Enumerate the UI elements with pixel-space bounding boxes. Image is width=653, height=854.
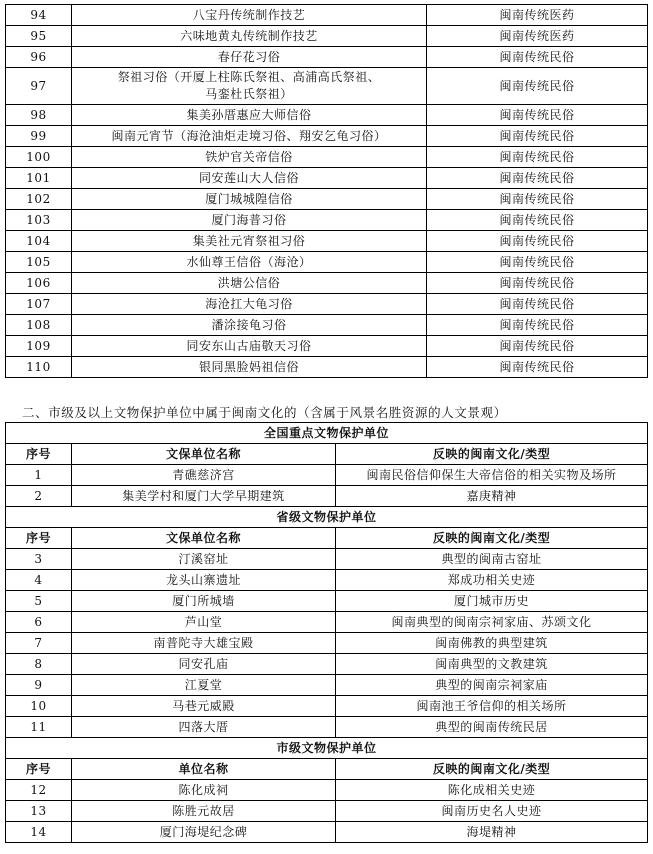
column-header-number: 序号: [6, 759, 72, 780]
column-header-culture: 反映的闽南文化/类型: [336, 444, 648, 465]
unit-culture: 嘉庚精神: [336, 486, 648, 507]
unit-name: 厦门所城墙: [72, 591, 336, 612]
item-name: 银同黑脸妈祖信俗: [72, 357, 427, 378]
row-number: 7: [6, 633, 72, 654]
unit-culture: 陈化成相关史迹: [336, 780, 648, 801]
column-header-name: 文保单位名称: [72, 528, 336, 549]
table-row: [6, 357, 648, 378]
item-name: 闽南元宵节（海沧油炬走境习俗、翔安乞龟习俗）: [72, 126, 427, 147]
item-name: 春仔花习俗: [72, 47, 427, 68]
unit-name: 江夏堂: [72, 675, 336, 696]
table-row: [6, 105, 648, 126]
unit-culture: 海堤精神: [336, 822, 648, 843]
item-category: 闽南传统医药: [427, 26, 648, 47]
row-number: 95: [6, 26, 72, 47]
table-row: [6, 68, 648, 105]
item-category: 闽南传统民俗: [427, 126, 648, 147]
item-category: 闽南传统民俗: [427, 105, 648, 126]
heritage-table: [5, 4, 648, 378]
row-number: 109: [6, 336, 72, 357]
table-row: [6, 780, 648, 801]
table-row: [6, 591, 648, 612]
group-title-municipal: 市级文物保护单位: [6, 738, 648, 759]
row-number: 4: [6, 570, 72, 591]
unit-culture: 典型的闽南宗祠家庙: [336, 675, 648, 696]
row-number: 104: [6, 231, 72, 252]
item-category: 闽南传统民俗: [427, 68, 648, 105]
item-category: 闽南传统民俗: [427, 189, 648, 210]
table-row: [6, 315, 648, 336]
group-title-provincial: 省级文物保护单位: [6, 507, 648, 528]
unit-culture: 闽南典型的闽南宗祠家庙、苏颂文化: [336, 612, 648, 633]
item-category: 闽南传统民俗: [427, 357, 648, 378]
row-number: 1: [6, 465, 72, 486]
unit-name: 南普陀寺大雄宝殿: [72, 633, 336, 654]
table-row: [6, 294, 648, 315]
table-row: [6, 126, 648, 147]
item-name: 厦门城城隍信俗: [72, 189, 427, 210]
group-title-row: [6, 423, 648, 444]
table-row: [6, 822, 648, 843]
table-row: [6, 47, 648, 68]
table-row: [6, 147, 648, 168]
relic-units-table: [5, 422, 648, 843]
item-category: 闽南传统民俗: [427, 47, 648, 68]
item-name-line: 马銮杜氏祭祖）: [205, 87, 293, 101]
unit-culture: 厦门城市历史: [336, 591, 648, 612]
item-name: 同安莲山大人信俗: [72, 168, 427, 189]
table-row: [6, 717, 648, 738]
row-number: 3: [6, 549, 72, 570]
row-number: 94: [6, 5, 72, 26]
item-category: 闽南传统民俗: [427, 294, 648, 315]
row-number: 6: [6, 612, 72, 633]
unit-name: 陈胜元故居: [72, 801, 336, 822]
unit-culture: 闽南池王爷信仰的相关场所: [336, 696, 648, 717]
table-row: [6, 801, 648, 822]
column-header-culture: 反映的闽南文化/类型: [336, 759, 648, 780]
unit-culture: 闽南历史名人史迹: [336, 801, 648, 822]
table-row: [6, 465, 648, 486]
table-row: [6, 486, 648, 507]
unit-name: 四落大厝: [72, 717, 336, 738]
row-number: 13: [6, 801, 72, 822]
item-name: 铁炉官关帝信俗: [72, 147, 427, 168]
row-number: 9: [6, 675, 72, 696]
item-name: 八宝丹传统制作技艺: [72, 5, 427, 26]
table-row: [6, 26, 648, 47]
unit-name: 芦山堂: [72, 612, 336, 633]
group-title-national: 全国重点文物保护单位: [6, 423, 648, 444]
item-name: [72, 68, 427, 105]
row-number: 96: [6, 47, 72, 68]
table-row: [6, 654, 648, 675]
row-number: 108: [6, 315, 72, 336]
column-header-row: [6, 444, 648, 465]
unit-culture: 闽南佛教的典型建筑: [336, 633, 648, 654]
row-number: 99: [6, 126, 72, 147]
table-row: [6, 273, 648, 294]
item-name-line: 祭祖习俗（开厦上柱陈氏祭祖、高浦高氏祭祖、: [117, 70, 381, 84]
column-header-row: [6, 759, 648, 780]
table-row: [6, 675, 648, 696]
table-row: [6, 252, 648, 273]
group-title-row: [6, 507, 648, 528]
unit-name: 龙头山寨遗址: [72, 570, 336, 591]
column-header-culture: 反映的闽南文化/类型: [336, 528, 648, 549]
item-category: 闽南传统民俗: [427, 168, 648, 189]
item-category: 闽南传统医药: [427, 5, 648, 26]
row-number: 105: [6, 252, 72, 273]
item-category: 闽南传统民俗: [427, 231, 648, 252]
item-category: 闽南传统民俗: [427, 273, 648, 294]
item-name: 洪塘公信俗: [72, 273, 427, 294]
item-category: 闽南传统民俗: [427, 336, 648, 357]
row-number: 12: [6, 780, 72, 801]
item-name: 水仙尊王信俗（海沧）: [72, 252, 427, 273]
row-number: 11: [6, 717, 72, 738]
table-row: [6, 612, 648, 633]
item-name: 集美社元宵祭祖习俗: [72, 231, 427, 252]
row-number: 98: [6, 105, 72, 126]
unit-culture: 典型的闽南古窑址: [336, 549, 648, 570]
table-row: [6, 570, 648, 591]
row-number: 8: [6, 654, 72, 675]
table-row: [6, 336, 648, 357]
row-number: 10: [6, 696, 72, 717]
table-row: [6, 189, 648, 210]
row-number: 103: [6, 210, 72, 231]
column-header-number: 序号: [6, 444, 72, 465]
item-name: 同安东山古庙敬天习俗: [72, 336, 427, 357]
item-name: 海沧扛大龟习俗: [72, 294, 427, 315]
row-number: 102: [6, 189, 72, 210]
table-row: [6, 5, 648, 26]
item-name: 集美孙厝惠应大师信俗: [72, 105, 427, 126]
row-number: 2: [6, 486, 72, 507]
group-title-row: [6, 738, 648, 759]
section-heading: 二、市级及以上文物保护单位中属于闽南文化的（含属于风景名胜资源的人文景观）: [22, 405, 507, 420]
row-number: 14: [6, 822, 72, 843]
table-row: [6, 696, 648, 717]
item-category: 闽南传统民俗: [427, 210, 648, 231]
row-number: 101: [6, 168, 72, 189]
unit-culture: 闽南民俗信仰保生大帝信俗的相关实物及场所: [336, 465, 648, 486]
unit-culture: 闽南典型的文教建筑: [336, 654, 648, 675]
unit-name: 陈化成祠: [72, 780, 336, 801]
unit-name: 集美学村和厦门大学早期建筑: [72, 486, 336, 507]
row-number: 97: [6, 68, 72, 105]
table-row: [6, 633, 648, 654]
unit-name: 同安孔庙: [72, 654, 336, 675]
unit-name: 青礁慈济宫: [72, 465, 336, 486]
item-name: 六味地黄丸传统制作技艺: [72, 26, 427, 47]
item-name: 厦门海普习俗: [72, 210, 427, 231]
item-category: 闽南传统民俗: [427, 147, 648, 168]
unit-name: 汀溪窑址: [72, 549, 336, 570]
row-number: 100: [6, 147, 72, 168]
item-category: 闽南传统民俗: [427, 252, 648, 273]
unit-culture: 郑成功相关史迹: [336, 570, 648, 591]
column-header-row: [6, 528, 648, 549]
row-number: 110: [6, 357, 72, 378]
table-row: [6, 168, 648, 189]
column-header-name: 文保单位名称: [72, 444, 336, 465]
table-row: [6, 549, 648, 570]
unit-culture: 典型的闽南传统民居: [336, 717, 648, 738]
unit-name: 马巷元威殿: [72, 696, 336, 717]
table-row: [6, 231, 648, 252]
column-header-number: 序号: [6, 528, 72, 549]
column-header-name: 单位名称: [72, 759, 336, 780]
row-number: 106: [6, 273, 72, 294]
row-number: 5: [6, 591, 72, 612]
table-row: [6, 210, 648, 231]
item-category: 闽南传统民俗: [427, 315, 648, 336]
unit-name: 厦门海堤纪念碑: [72, 822, 336, 843]
item-name: 潘涂接龟习俗: [72, 315, 427, 336]
row-number: 107: [6, 294, 72, 315]
